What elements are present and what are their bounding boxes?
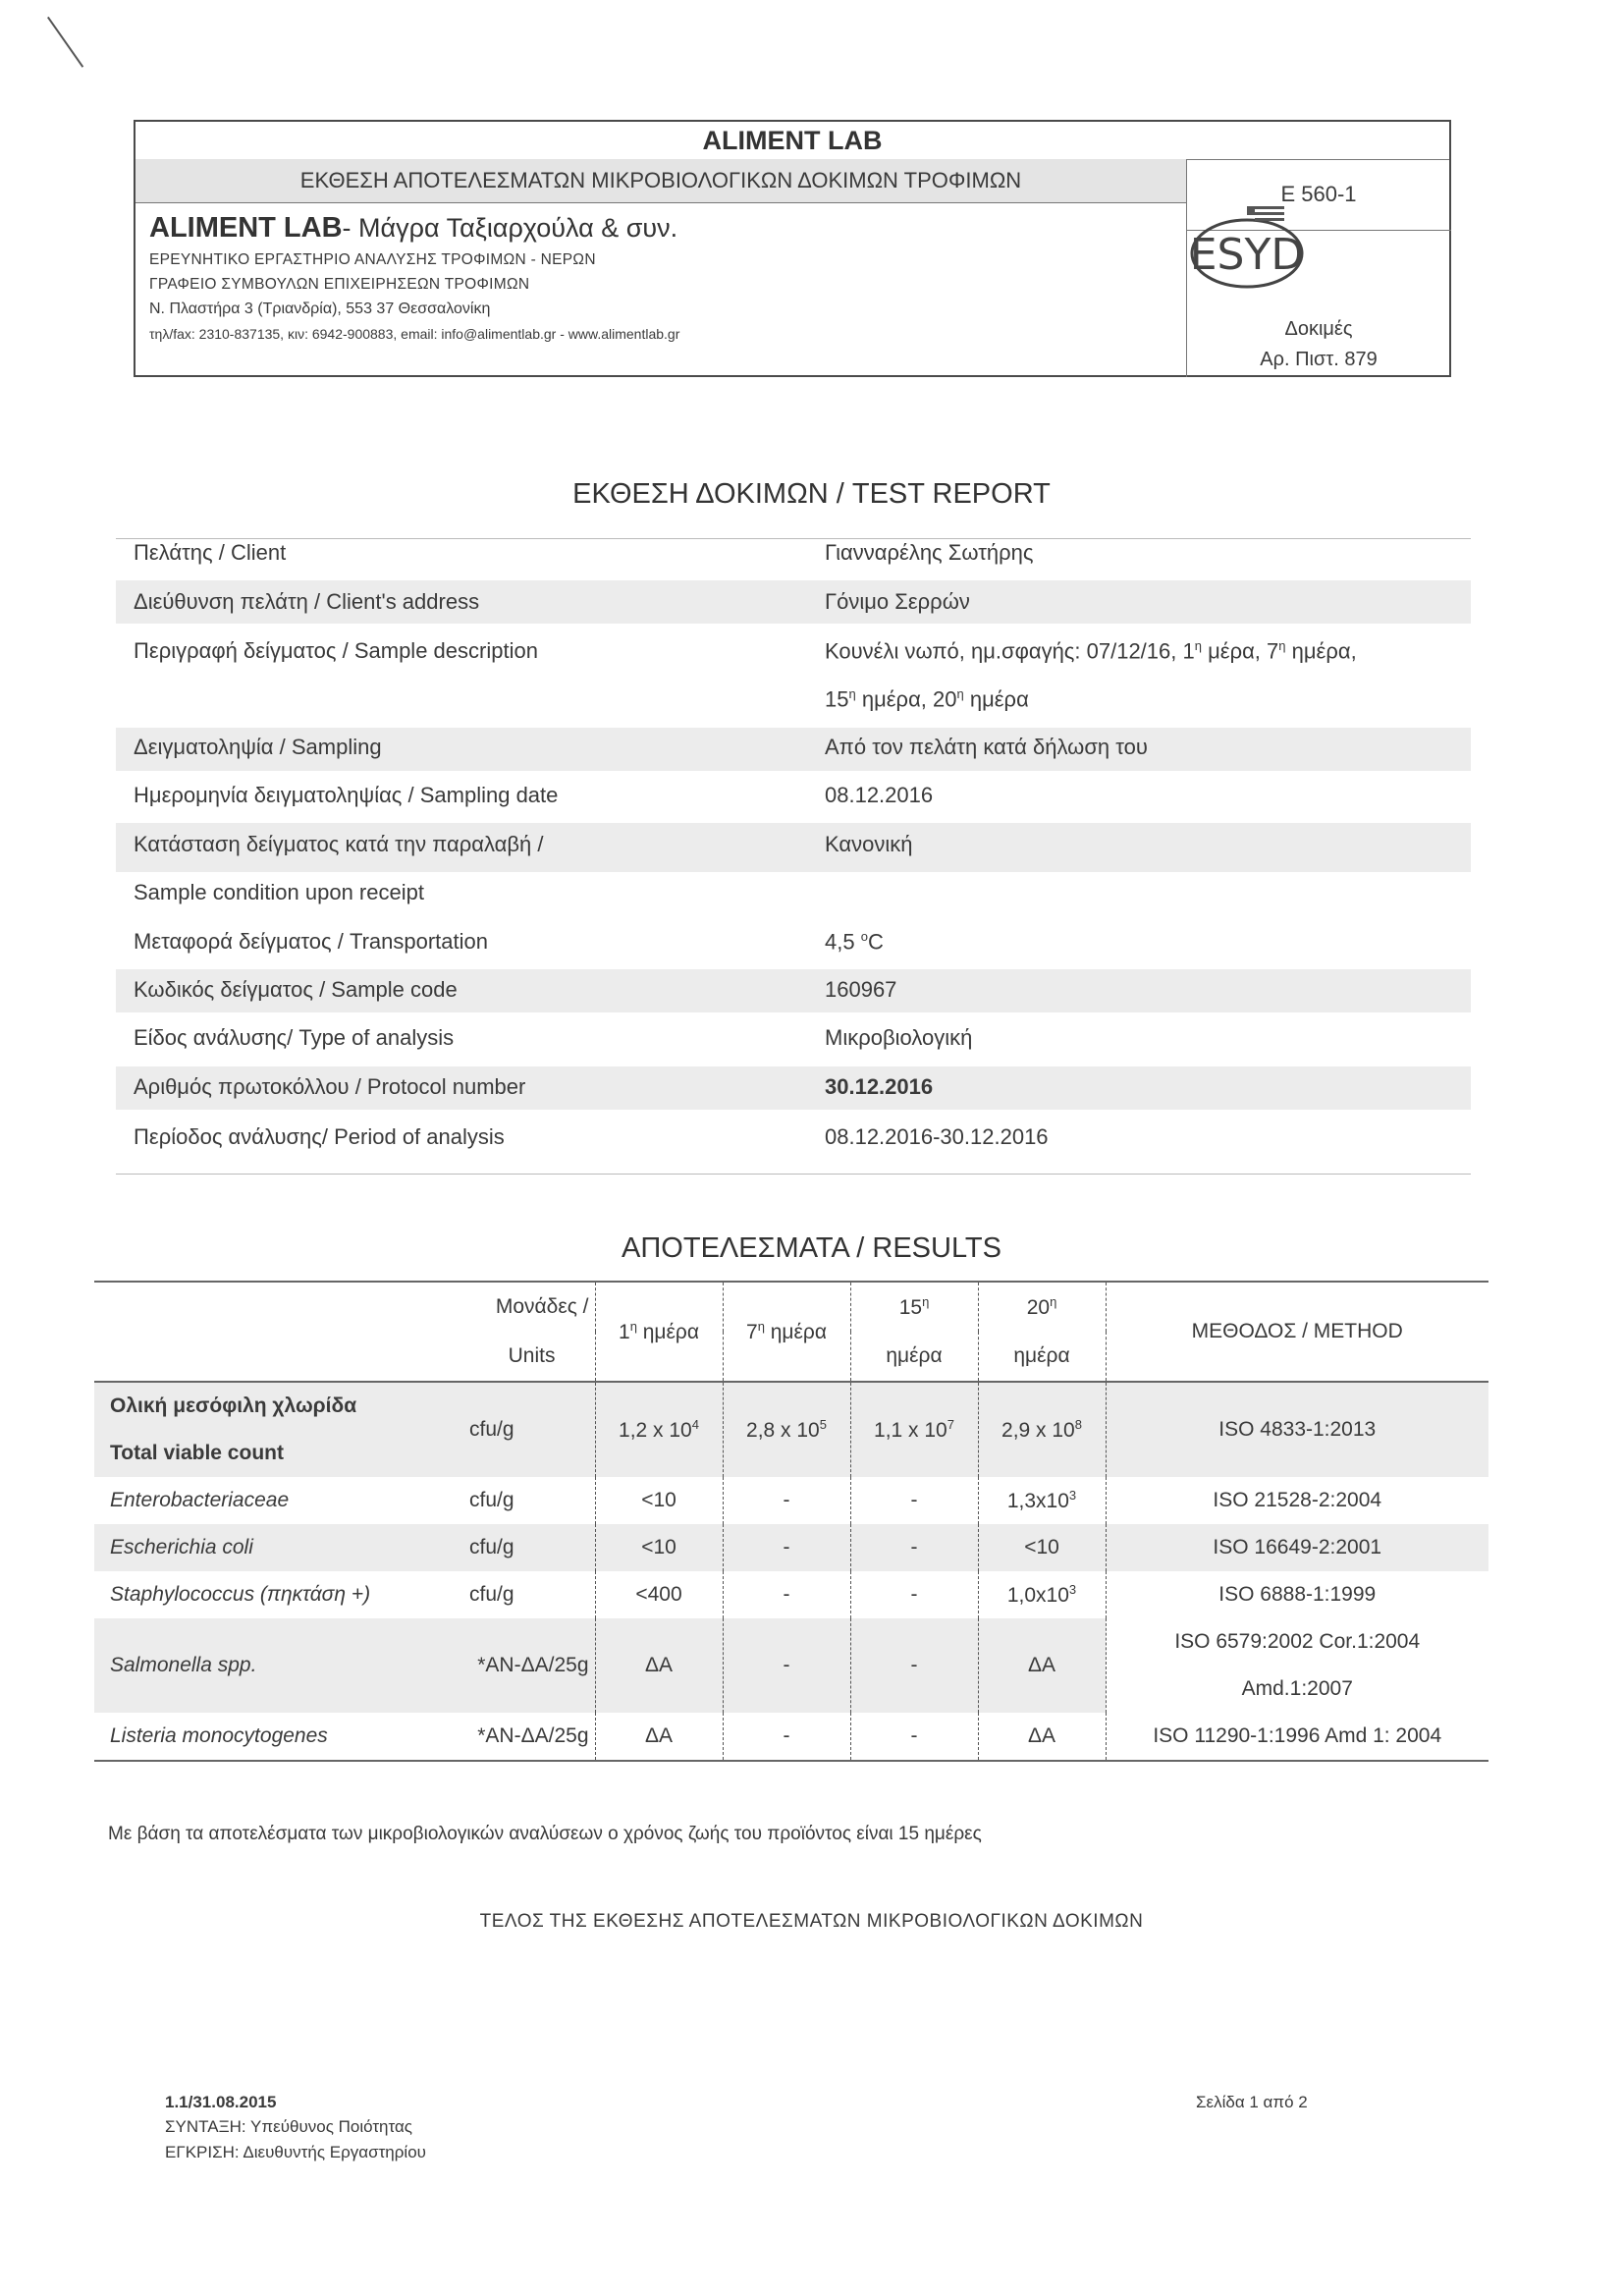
client-value: Γιανναρέλης Σωτήρης: [825, 540, 1034, 565]
description-label: Περιγραφή δείγματος / Sample description: [134, 638, 538, 663]
sampling-value: Από τον πελάτη κατά δήλωση του: [825, 735, 1148, 759]
row-d20: <10: [978, 1524, 1106, 1571]
row-method: ISO 16649-2:2001: [1106, 1524, 1488, 1571]
table-row: [94, 1477, 1488, 1524]
description-value: Κουνέλι νωπό, ημ.σφαγής: 07/12/16, $1^\eta$ μέρα, $7^\eta$ ημέρα,: [825, 638, 1357, 664]
analysis-label: Είδος ανάλυσης/ Type of analysis: [134, 1025, 455, 1050]
row-unit: cfu/g: [468, 1583, 514, 1606]
table-row: [94, 1571, 1488, 1618]
end-of-report: ΤΕΛΟΣ ΤΗΣ ΕΚΘΕΣΗΣ ΑΠΟΤΕΛΕΣΜΑΤΩΝ ΜΙΚΡΟΒΙΟΛΟΓΙΚΩΝ ΔΟΚΙΜΩΝ: [479, 1911, 1144, 1932]
table-row: [94, 1524, 1488, 1571]
company-contact: τηλ/fax: 2310-837135, κιν: 6942-900883, email: info@alimentlab.gr - www.alimentlab.gr: [149, 326, 680, 342]
esyd-logo-icon: [1188, 204, 1306, 295]
row-method: ISO 4833-1:2013: [1106, 1382, 1488, 1477]
row-name: Listeria monocytogenes: [110, 1724, 328, 1747]
sampling-date-label: Ημερομηνία δειγματοληψίας / Sampling date: [134, 783, 559, 807]
row-unit: cfu/g: [389, 1524, 595, 1571]
form-code: Ε 560-1: [1186, 159, 1451, 231]
footer-version: 1.1/31.08.2015: [165, 2093, 277, 2111]
header-day15: $15^\eta$: [850, 1282, 978, 1332]
results-title: ΑΠΟΤΕΛΕΣΜΑΤΑ / RESULTS: [622, 1232, 1001, 1264]
sampling-date-value: 08.12.2016: [825, 783, 934, 807]
row-name: Salmonella spp.: [94, 1618, 389, 1713]
row-d7: -: [723, 1713, 850, 1761]
row-d20: ΔΑ: [978, 1618, 1106, 1713]
header-day7: $7^\eta$ ημέρα: [723, 1282, 850, 1382]
row-method: ISO 21528-2:2004: [1106, 1477, 1488, 1524]
row-d1: ΔΑ: [595, 1618, 723, 1713]
company-name: ALIMENT LAB- Μάγρα Ταξιαρχούλα & συν.: [149, 212, 678, 244]
row-d1: 1,2 x $10^4$: [595, 1382, 723, 1477]
table-row: [94, 1382, 1488, 1477]
row-d15: -: [850, 1524, 978, 1571]
address-value: Γόνιμο Σερρών: [825, 589, 970, 614]
info-top-rule: [116, 538, 1471, 539]
row-unit: cfu/g: [468, 1489, 514, 1511]
report-title: ΕΚΘΕΣΗ ΔΟΚΙΜΩΝ / TEST REPORT: [572, 478, 1051, 510]
results-header-row: [94, 1282, 1488, 1332]
transport-value: 4,5 $^o$C: [825, 929, 884, 955]
row-d1: ΔΑ: [595, 1713, 723, 1761]
period-label: Περίοδος ανάλυσης/ Period of analysis: [134, 1124, 505, 1149]
row-d1: <10: [595, 1477, 723, 1524]
client-label: Πελάτης / Client: [134, 540, 287, 565]
sample-code-value: 160967: [825, 977, 897, 1002]
row-unit: cfu/g: [389, 1382, 595, 1477]
condition-label: Κατάσταση δείγματος κατά την παραλαβή /: [134, 832, 544, 856]
header-units: Μονάδες /: [495, 1295, 589, 1318]
row-d15: -: [850, 1477, 978, 1524]
sampling-label: Δειγματοληψία / Sampling: [134, 735, 382, 759]
row-d20: $1,0x10^3$: [978, 1571, 1106, 1618]
header-blank: [94, 1282, 389, 1382]
row-name: Ολική μεσόφιλη χλωρίδα Total viable count: [94, 1382, 389, 1477]
address-label: Διεύθυνση πελάτη / Client's address: [134, 589, 480, 614]
conclusion: Με βάση τα αποτελέσματα των μικροβιολογικών αναλύσεων ο χρόνος ζωής του προϊόντος είναι 15 ημέρες: [108, 1824, 982, 1844]
row-d7: 2,8 x $10^5$: [723, 1382, 850, 1477]
row-name: Escherichia coli: [94, 1524, 389, 1571]
scan-mark: [47, 17, 83, 68]
sample-code-label: Κωδικός δείγματος / Sample code: [134, 977, 458, 1002]
info-bottom-rule: [116, 1174, 1471, 1175]
footer-drafted: ΣΥΝΤΑΞΗ: Υπεύθυνος Ποιότητας: [165, 2117, 413, 2136]
row-unit: *ΑΝ-ΔΑ/25g: [477, 1724, 589, 1747]
row-method: ISO 6579:2002 Cor.1:2004 Amd.1:2007: [1106, 1618, 1488, 1713]
condition-label-en: Sample condition upon receipt: [134, 880, 424, 904]
condition-value: Κανονική: [825, 832, 913, 856]
analysis-value: Μικροβιολογική: [825, 1025, 973, 1050]
row-d15: -: [850, 1571, 978, 1618]
lab-name: ALIMENT LAB: [135, 122, 1449, 160]
header-units-en: Units: [508, 1344, 556, 1367]
row-d20: ΔΑ: [978, 1713, 1106, 1761]
accreditation-label: Δοκιμές: [1284, 318, 1353, 340]
row-d7: -: [723, 1477, 850, 1524]
row-d20: $1,3x10^3$: [978, 1477, 1106, 1524]
company-line-1: ΕΡΕΥΝΗΤΙΚΟ ΕΡΓΑΣΤΗΡΙΟ ΑΝΑΛΥΣΗΣ ΤΡΟΦΙΜΩΝ - ΝΕΡΩΝ: [149, 251, 596, 268]
row-method: ISO 11290-1:1996 Amd 1: 2004: [1106, 1713, 1488, 1761]
row-d1: <400: [595, 1571, 723, 1618]
transport-label: Μεταφορά δείγματος / Transportation: [134, 929, 489, 954]
page-number: Σελίδα 1 από 2: [1196, 2093, 1308, 2111]
header-day20: $20^\eta$: [978, 1282, 1106, 1332]
protocol-label: Αριθμός πρωτοκόλλου / Protocol number: [134, 1074, 526, 1099]
row-d1: <10: [595, 1524, 723, 1571]
footer-approved: ΕΓΚΡΙΣΗ: Διευθυντής Εργαστηρίου: [165, 2143, 426, 2161]
company-block: [135, 202, 1187, 377]
svg-text:ESYD: ESYD: [1189, 230, 1305, 280]
row-unit: *ΑΝ-ΔΑ/25g: [389, 1618, 595, 1713]
header-day15-txt: ημέρα: [850, 1332, 978, 1382]
row-name: Staphylococcus (πηκτάση +): [110, 1583, 371, 1606]
table-row: [94, 1713, 1488, 1761]
row-d7: -: [723, 1571, 850, 1618]
protocol-value: 30.12.2016: [825, 1074, 934, 1099]
row-d15: 1,1 x $10^7$: [850, 1382, 978, 1477]
report-heading: ΕΚΘΕΣΗ ΑΠΟΤΕΛΕΣΜΑΤΩΝ ΜΙΚΡΟΒΙΟΛΟΓΙΚΩΝ ΔΟΚΙΜΩΝ ΤΡΟΦΙΜΩΝ: [135, 159, 1187, 203]
header-day1: $1^\eta$ ημέρα: [595, 1282, 723, 1382]
row-d15: -: [850, 1618, 978, 1713]
table-row: [94, 1618, 1488, 1713]
row-d20: 2,9 x $10^8$: [978, 1382, 1106, 1477]
period-value: 08.12.2016-30.12.2016: [825, 1124, 1049, 1149]
row-name: Enterobacteriaceae: [110, 1489, 290, 1511]
row-d15: -: [850, 1713, 978, 1761]
row-d7: -: [723, 1524, 850, 1571]
accreditation-number: Αρ. Πιστ. 879: [1260, 349, 1378, 370]
header-day20-txt: ημέρα: [978, 1332, 1106, 1382]
row-d7: -: [723, 1618, 850, 1713]
company-line-2: ΓΡΑΦΕΙΟ ΣΥΜΒΟΥΛΩΝ ΕΠΙΧΕΙΡΗΣΕΩΝ ΤΡΟΦΙΜΩΝ: [149, 276, 530, 293]
company-address: Ν. Πλαστήρα 3 (Τριανδρία), 553 37 Θεσσαλονίκη: [149, 301, 491, 317]
description-value-2: $15^\eta$ ημέρα, $20^\eta$ ημέρα: [825, 686, 1029, 712]
row-method: ISO 6888-1:1999: [1106, 1571, 1488, 1618]
header-method: ΜΕΘΟΔΟΣ / METHOD: [1106, 1282, 1488, 1382]
results-table: [94, 1281, 1488, 1762]
